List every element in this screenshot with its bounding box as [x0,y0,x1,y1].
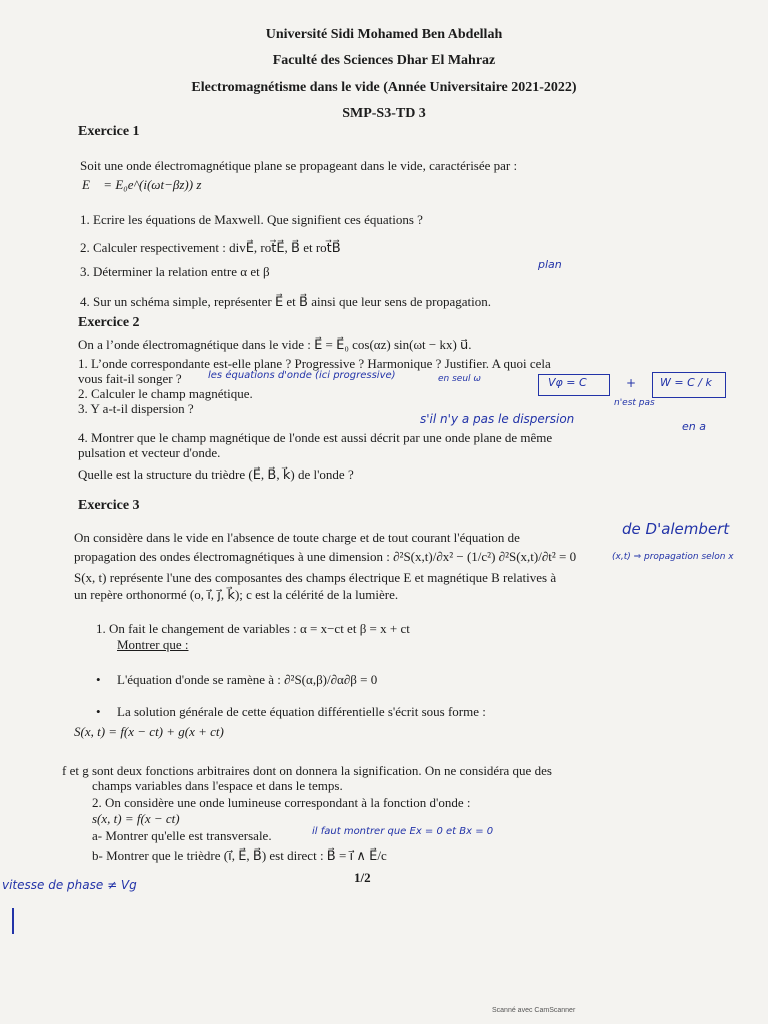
handwritten-note: (x,t) ⇒ propagation selon x [612,552,734,562]
exercise-2-question-3: 3. Y a-t-il dispersion ? [78,401,194,416]
exercise-3-question-2-function: s(x, t) = f(x − ct) [92,811,180,826]
exercise-1-question-2: 2. Calculer respectivement : divE⃗, rot⃗E⃗, B⃗ et rot⃗B⃗ [80,240,341,255]
bullet-dot: • [96,672,101,687]
handwritten-note: vitesse de phase ≠ Vg [2,878,137,892]
exercise-1-question-4: 4. Sur un schéma simple, représenter E⃗ et B⃗ ainsi que leur sens de propagation. [80,294,491,309]
handwritten-note: Vφ = C [548,376,587,389]
exercise-1-intro: Soit une onde électromagnétique plane se propageant dans le vide, caractérisée par : [80,158,518,173]
handwritten-note: il faut montrer que Ex = 0 et Bx = 0 [312,826,494,837]
exercise-3-intro-1: On considère dans le vide en l'absence de toute charge et de tout courant l'équation de [74,530,520,545]
exercise-3-question-2: 2. On considère une onde lumineuse correspondant à la fonction d'onde : [92,795,471,810]
page-number: 1/2 [354,870,371,885]
exercise-3-question-2b: b- Montrer que le trièdre (i⃗, E⃗, B⃗) est direct : B⃗ = i⃗ ∧ E⃗/c [92,848,387,863]
exercise-3-title: Exercice 3 [78,498,140,513]
handwritten-stroke [12,908,14,934]
exercise-2-question-1-cont: vous fait-il songer ? [78,371,182,386]
exercise-2-question-1: 1. L’onde correspondante est-elle plane ? Progressive ? Harmonique ? Justifier. A quoi cela [78,356,551,371]
university-name: Université Sidi Mohamed Ben Abdellah [265,27,503,42]
exercise-3-question-1-show: Montrer que : [117,637,189,652]
exercise-1-question-3: 3. Déterminer la relation entre α et β [80,264,270,279]
exercise-2-question-4-cont: pulsation et vecteur d'onde. [78,445,221,460]
handwritten-note: les équations d'onde (ici progressive) [208,370,396,381]
bullet-dot: • [96,704,101,719]
handwritten-note: plan [538,258,562,271]
handwritten-note: + [626,376,637,390]
exercise-1-formula: E⃗ = E₀e^(i(ωt−βz)) z⃗ [82,177,212,192]
td-label: SMP-S3-TD 3 [342,106,426,121]
exercise-1-title: Exercice 1 [78,124,140,139]
faculty-name: Faculté des Sciences Dhar El Mahraz [272,53,496,68]
exercise-3-solution: S(x, t) = f(x − ct) + g(x + ct) [74,724,224,739]
handwritten-note: W = C / k [660,376,712,389]
exercise-3-intro-2: propagation des ondes électromagnétiques à une dimension : ∂²S(x,t)/∂x² − (1/c²) ∂²S(x,t)/∂t² = 0 [74,549,577,564]
handwritten-note: n'est pas [614,398,655,408]
exercise-2-title: Exercice 2 [78,315,140,330]
handwritten-note: en seul ω [438,374,481,384]
handwritten-note: de D'alembert [622,520,730,538]
exercise-3-intro-3: S(x, t) représente l'une des composantes des champs électrique E et magnétique B relatives à [74,570,557,585]
exercise-2-question-2: 2. Calculer le champ magnétique. [78,386,253,401]
exercise-2-question-4: 4. Montrer que le champ magnétique de l'onde est aussi décrit par une onde plane de même [78,430,553,445]
exercise-3-text-1: f et g sont deux fonctions arbitraires dont on donnera la signification. On ne considéra que des [62,763,552,778]
handwritten-note: s'il n'y a pas le dispersion [420,412,575,426]
exercise-3-text-2: champs variables dans l'espace et dans le temps. [92,778,343,793]
scanner-watermark: Scanné avec CamScanner [492,1007,576,1014]
exercise-2-intro: On a l’onde électromagnétique dans le vide : E⃗ = E⃗₀ cos(αz) sin(ωt − kx) u⃗. [78,337,472,352]
course-title: Electromagnétisme dans le vide (Année Universitaire 2021-2022) [191,80,577,95]
exercise-3-bullet-1: L'équation d'onde se ramène à : ∂²S(α,β)/∂α∂β = 0 [117,672,378,687]
handwritten-note: en a [682,420,706,433]
exercise-3-question-1: 1. On fait le changement de variables : α = x−ct et β = x + ct [96,621,410,636]
exercise-2-question-4-triedre: Quelle est la structure du trièdre (E⃗, B⃗, k⃗) de l'onde ? [78,467,354,482]
exercise-3-bullet-2: La solution générale de cette équation différentielle s'écrit sous forme : [117,704,486,719]
exercise-1-question-1: 1. Ecrire les équations de Maxwell. Que signifient ces équations ? [80,212,423,227]
exercise-3-intro-4: un repère orthonormé (o, i⃗, j⃗, k⃗); c est la célérité de la lumière. [74,587,399,602]
exercise-3-question-2a: a- Montrer qu'elle est transversale. [92,828,272,843]
